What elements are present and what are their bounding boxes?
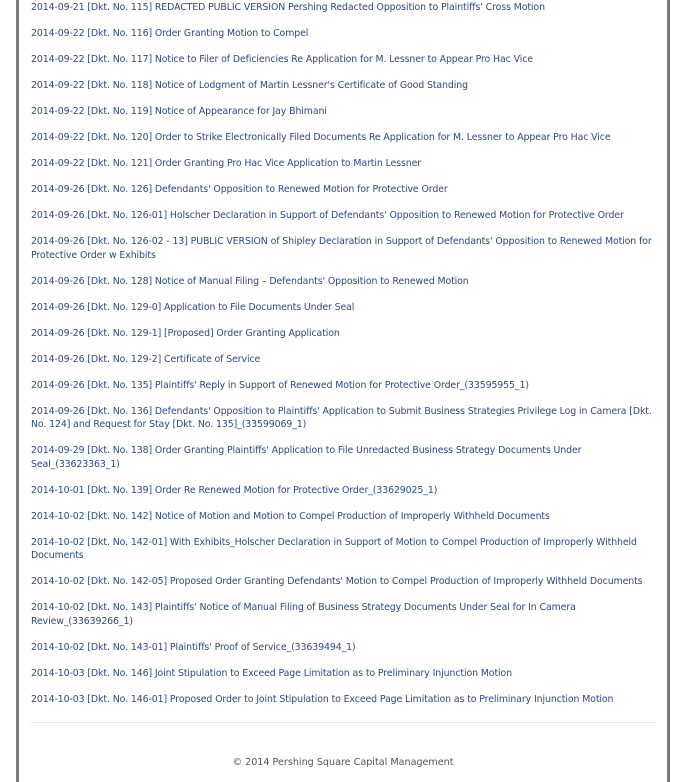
document-link[interactable]: 2014-09-26 [Dkt. No. 126-02 - 13] PUBLIC VERSION of Shipley Declaration in Support of Defendants' Opposition to Renewed Motion for Protective Order w Exhibits (31, 236, 652, 261)
list-item (31, 104, 659, 130)
document-link[interactable]: 2014-10-01 [Dkt. No. 139] Order Re Renewed Motion for Protective Order_(33629025_1) (31, 484, 438, 496)
document-link[interactable]: 2014-09-26 [Dkt. No. 129-1] [Proposed] Order Granting Application (31, 327, 340, 339)
document-link[interactable]: 2014-09-22 [Dkt. No. 119] Notice of Appearance for Jay Bhimani (31, 106, 327, 117)
footer-copyright: © 2014 Pershing Square Capital Management (232, 757, 454, 768)
document-link[interactable]: 2014-09-26 [Dkt. No. 136] Defendants' Opposition to Plaintiffs' Application to Submit Business Strategies Privilege Log in Camera [Dkt. No. 124] and Request for Stay [Dkt. No. 135]_(33599069_1) (31, 405, 652, 430)
document-link[interactable]: 2014-09-26 [Dkt. No. 126] Defendants' Opposition to Renewed Motion for Protective Order (31, 184, 448, 195)
list-item (31, 692, 659, 718)
list-item (31, 535, 659, 575)
list-item (31, 574, 659, 600)
list-item (31, 404, 659, 444)
document-link[interactable]: 2014-09-26 [Dkt. No. 126-01] Holscher Declaration in Support of Defendants' Opposition to Renewed Motion for Protective Order (31, 210, 624, 221)
document-link[interactable]: 2014-09-26 [Dkt. No. 128] Notice of Manual Filing – Defendants' Opposition to Renewed Motion (31, 275, 469, 287)
list-item (31, 130, 659, 156)
list-item (31, 378, 659, 404)
document-link[interactable]: 2014-09-22 [Dkt. No. 118] Notice of Lodgment of Martin Lessner's Certificate of Good Standing (31, 80, 468, 91)
list-item (31, 208, 659, 234)
footer-divider (31, 722, 656, 723)
list-item (31, 509, 659, 535)
list-item (31, 300, 659, 326)
document-link[interactable]: 2014-09-26 [Dkt. No. 135] Plaintiffs' Reply in Support of Renewed Motion for Protective Order_(33595955_1) (31, 379, 529, 391)
list-item (31, 182, 659, 208)
list-item (31, 156, 659, 182)
list-item (31, 443, 659, 483)
list-item (31, 274, 659, 300)
list-item (31, 0, 659, 26)
document-link[interactable]: 2014-10-02 [Dkt. No. 142-05] Proposed Order Granting Defendants' Motion to Compel Production of Improperly Withheld Documents (31, 576, 643, 587)
list-item (31, 234, 659, 274)
list-item (31, 326, 659, 352)
list-item (31, 52, 659, 78)
document-link[interactable]: 2014-10-03 [Dkt. No. 146-01] Proposed Order to Joint Stipulation to Exceed Page Limitation as to Preliminary Injunction Motion (31, 693, 614, 705)
document-link[interactable]: 2014-09-22 [Dkt. No. 117] Notice to Filer of Deficiencies Re Application for M. Lessner to Appear Pro Hac Vice (31, 54, 533, 65)
document-link[interactable]: 2014-09-29 [Dkt. No. 138] Order Granting Plaintiffs' Application to File Unredacted Business Strategy Documents Under Seal_(33623363_1) (31, 445, 582, 470)
document-link[interactable]: 2014-10-02 [Dkt. No. 143-01] Plaintiffs' Proof of Service_(33639494_1) (31, 641, 356, 653)
list-item (31, 78, 659, 104)
document-link[interactable]: 2014-09-22 [Dkt. No. 116] Order Granting Motion to Compel (31, 28, 309, 39)
document-link[interactable]: 2014-09-22 [Dkt. No. 120] Order to Strike Electronically Filed Documents Re Application for M. Lessner to Appear Pro Hac Vice (31, 132, 611, 143)
document-link[interactable]: 2014-09-21 [Dkt. No. 115] REDACTED PUBLIC VERSION Pershing Redacted Opposition to Plaintiffs' Cross Motion (31, 2, 545, 13)
page-frame (16, 0, 670, 782)
document-link[interactable]: 2014-09-22 [Dkt. No. 121] Order Granting Pro Hac Vice Application to Martin Lessner (31, 158, 422, 169)
document-link[interactable]: 2014-09-26 [Dkt. No. 129-2] Certificate of Service (31, 353, 261, 365)
list-item (31, 352, 659, 378)
list-item (31, 640, 659, 666)
document-link[interactable]: 2014-10-02 [Dkt. No. 142] Notice of Motion and Motion to Compel Production of Improperly Withheld Documents (31, 510, 550, 522)
document-link[interactable]: 2014-10-02 [Dkt. No. 142-01] With Exhibits_Holscher Declaration in Support of Motion to Compel Production of Improperly Withheld Documents (31, 536, 637, 561)
list-item (31, 26, 659, 52)
document-list (31, 0, 659, 718)
document-link[interactable]: 2014-10-02 [Dkt. No. 143] Plaintiffs' Notice of Manual Filing of Business Strategy Documents Under Seal for In Camera Review_(33639266_1) (31, 602, 576, 627)
document-link[interactable]: 2014-10-03 [Dkt. No. 146] Joint Stipulation to Exceed Page Limitation as to Preliminary Injunction Motion (31, 667, 513, 679)
list-item (31, 600, 659, 640)
list-item (31, 666, 659, 692)
document-link[interactable]: 2014-09-26 [Dkt. No. 129-0] Application to File Documents Under Seal (31, 301, 355, 313)
list-item (31, 483, 659, 509)
